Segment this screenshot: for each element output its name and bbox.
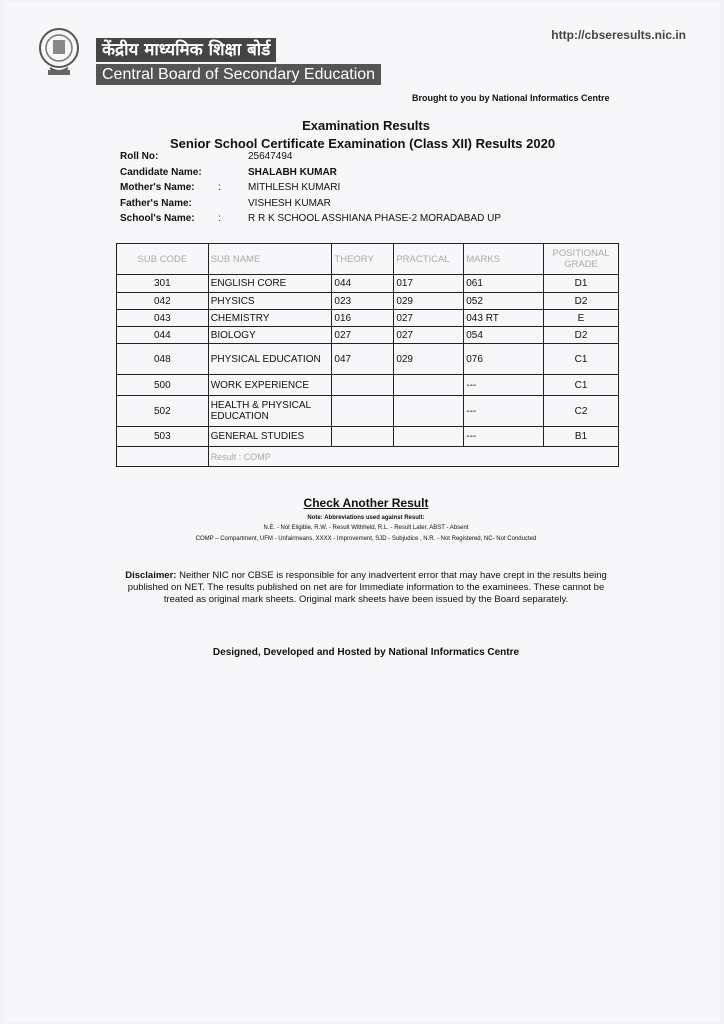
theory-cell: 044 <box>332 275 394 293</box>
cbse-emblem-icon <box>38 26 80 78</box>
table-row <box>117 275 619 293</box>
school-name-label: School's Name: <box>120 213 195 224</box>
table-header-row <box>117 244 619 275</box>
sub-code-cell: 500 <box>117 375 209 396</box>
candidate-name-value: SHALABH KUMAR <box>248 166 337 178</box>
practical-cell: 027 <box>394 310 464 327</box>
practical-cell <box>394 396 464 427</box>
marks-cell: --- <box>464 396 544 427</box>
sub-code-cell: 048 <box>117 344 209 375</box>
col-header-sub-name: SUB NAME <box>208 244 332 275</box>
theory-cell: 023 <box>332 293 394 310</box>
grade-cell: D1 <box>544 275 619 293</box>
board-name-hindi: केंद्रीय माध्यमिक शिक्षा बोर्ड <box>96 38 276 62</box>
table-row <box>117 375 619 396</box>
grade-cell: C1 <box>544 375 619 396</box>
abbreviations-line-2: COMP – Compartment, UFM - Unfairmeans, XXXX - Improvement, SJD - Subjudice , N.R. - Not Registered, NC- Not Conducted <box>195 536 537 542</box>
roll-no-value: 25647494 <box>248 151 293 162</box>
table-row <box>117 310 619 327</box>
marks-table <box>116 243 619 467</box>
grade-cell: D2 <box>544 293 619 310</box>
result-page <box>4 2 720 1022</box>
board-name-english: Central Board of Secondary Education <box>96 64 381 85</box>
col-header-grade: POSITIONAL GRADE <box>544 244 619 275</box>
sub-name-cell: CHEMISTRY <box>208 310 332 327</box>
sub-code-cell: 301 <box>117 275 209 293</box>
disclaimer-text: Neither NIC nor CBSE is responsible for any inadvertent error that may have crept in the results being published on NET. The results published on net are for Immediate information to the examinees. These cannot be treated as original mark sheets. Original mark sheets have been issued by the Board separately. <box>127 570 607 605</box>
practical-cell: 017 <box>394 275 464 293</box>
result-value: Result : COMP <box>208 447 618 467</box>
sub-code-cell: 503 <box>117 427 209 447</box>
marks-cell: 054 <box>464 327 544 344</box>
theory-cell <box>332 375 394 396</box>
disclaimer <box>116 570 616 606</box>
table-row <box>117 293 619 310</box>
footer-credit: Designed, Developed and Hosted by National Informatics Centre <box>212 647 520 658</box>
grade-cell: C1 <box>544 344 619 375</box>
sub-name-cell: ENGLISH CORE <box>208 275 332 293</box>
practical-cell <box>394 375 464 396</box>
grade-cell: E <box>544 310 619 327</box>
table-row <box>117 327 619 344</box>
grade-cell: B1 <box>544 427 619 447</box>
sub-code-cell: 043 <box>117 310 209 327</box>
sub-code-cell: 042 <box>117 293 209 310</box>
mother-name-value: MITHLESH KUMARI <box>248 182 341 193</box>
table-row <box>117 427 619 447</box>
sub-code-cell: 044 <box>117 327 209 344</box>
col-header-sub-code: SUB CODE <box>117 244 209 275</box>
brought-by: Brought to you by National Informatics Centre <box>412 93 610 103</box>
abbreviations-line-1: N.E. - Not Eligible, R.W. - Result Withheld, R.L. - Result Later, ABST - Absent <box>263 525 469 531</box>
marks-cell: 076 <box>464 344 544 375</box>
marks-cell: 061 <box>464 275 544 293</box>
col-header-theory: THEORY <box>332 244 394 275</box>
sub-name-cell: PHYSICS <box>208 293 332 310</box>
page-title: Examination Results <box>302 118 430 133</box>
disclaimer-label: Disclaimer: <box>125 570 177 581</box>
grade-cell: D2 <box>544 327 619 344</box>
table-row <box>117 344 619 375</box>
mother-name-colon: : <box>218 182 221 193</box>
grade-cell: C2 <box>544 396 619 427</box>
school-name-value: R R K SCHOOL ASSHIANA PHASE-2 MORADABAD UP <box>248 213 502 224</box>
practical-cell: 027 <box>394 327 464 344</box>
theory-cell: 027 <box>332 327 394 344</box>
check-another-result-link[interactable]: Check Another Result <box>303 496 429 510</box>
sub-name-cell: GENERAL STUDIES <box>208 427 332 447</box>
site-url: http://cbseresults.nic.in <box>551 28 686 42</box>
father-name-value: VISHESH KUMAR <box>248 197 331 209</box>
roll-no-label: Roll No: <box>120 151 159 162</box>
theory-cell <box>332 396 394 427</box>
result-empty-cell <box>117 447 209 467</box>
mother-name-label: Mother's Name: <box>120 182 195 193</box>
father-name-label: Father's Name: <box>120 197 192 209</box>
table-row <box>117 396 619 427</box>
marks-cell: --- <box>464 427 544 447</box>
practical-cell: 029 <box>394 344 464 375</box>
school-name-colon: : <box>218 213 221 224</box>
sub-name-cell: HEALTH & PHYSICAL EDUCATION <box>208 396 332 427</box>
marks-cell: 052 <box>464 293 544 310</box>
theory-cell <box>332 427 394 447</box>
practical-cell <box>394 427 464 447</box>
practical-cell: 029 <box>394 293 464 310</box>
result-row <box>117 447 619 467</box>
col-header-practical: PRACTICAL <box>394 244 464 275</box>
col-header-marks: MARKS <box>464 244 544 275</box>
sub-name-cell: BIOLOGY <box>208 327 332 344</box>
theory-cell: 047 <box>332 344 394 375</box>
marks-cell: --- <box>464 375 544 396</box>
abbreviations-note-title: Note: Abbreviations used against Result: <box>307 515 425 521</box>
candidate-name-label: Candidate Name: <box>120 166 202 178</box>
marks-cell: 043 RT <box>464 310 544 327</box>
theory-cell: 016 <box>332 310 394 327</box>
sub-name-cell: WORK EXPERIENCE <box>208 375 332 396</box>
sub-code-cell: 502 <box>117 396 209 427</box>
sub-name-cell: PHYSICAL EDUCATION <box>208 344 332 375</box>
exam-title: Senior School Certificate Examination (Class XII) Results 2020 <box>170 136 556 151</box>
